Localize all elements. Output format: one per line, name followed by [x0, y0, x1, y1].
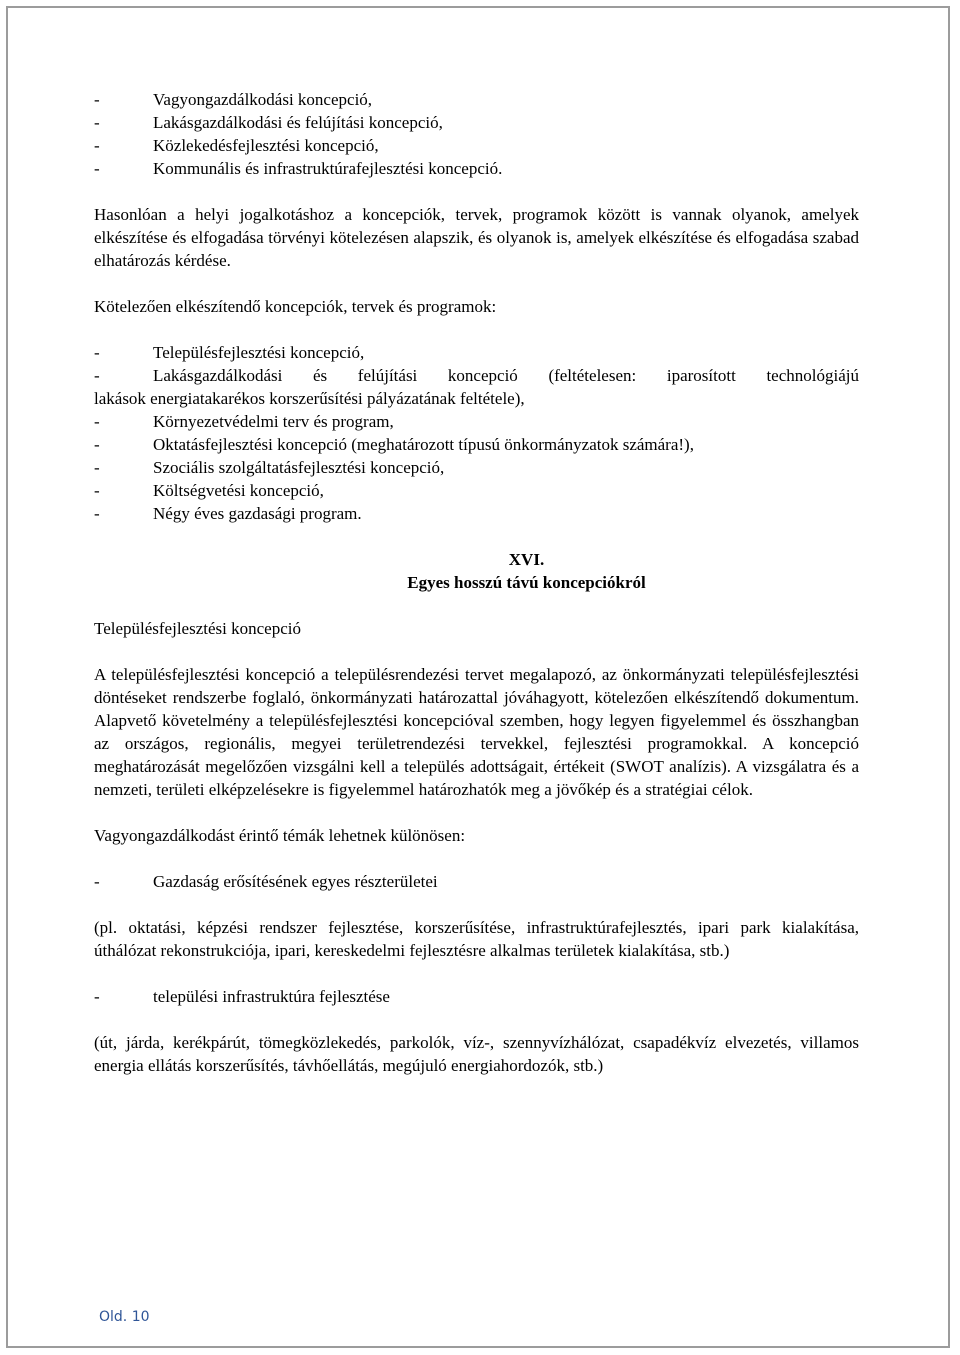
list-item-text: Lakásgazdálkodási és felújítási koncepció (feltételesen: iparosított technológiájú	[153, 366, 859, 385]
list-item-text: Költségvetési koncepció,	[153, 481, 324, 500]
list-item-text: Környezetvédelmi terv és program,	[153, 412, 394, 431]
mandatory-intro: Kötelezően elkészítendő koncepciók, tervek és programok:	[94, 297, 497, 316]
list-item: - Lakásgazdálkodási és felújítási koncepció,	[94, 111, 859, 134]
list-item-text: Vagyongazdálkodási koncepció,	[153, 90, 373, 109]
section-title: Egyes hosszú távú koncepciókról	[407, 573, 646, 592]
list-item: - Négy éves gazdasági program.	[94, 502, 859, 525]
list-item-text: Lakásgazdálkodási és felújítási koncepció,	[153, 113, 443, 132]
paragraph-topic1-detail: (pl. oktatási, képzési rendszer fejlesztése, korszerűsítése, infrastruktúrafejlesztés, ipari park kialakítása, úthálózat rekonstrukciója, ipari, kereskedelmi fejlesztésre alkalmas területek kialakítása, stb.)	[94, 918, 859, 960]
list-concepts	[94, 88, 859, 180]
list-item: - Kommunális és infrastruktúrafejlesztési koncepció.	[94, 157, 859, 180]
paragraph-intro: Hasonlóan a helyi jogalkotáshoz a koncepciók, tervek, programok között is vannak olyanok, amelyek elkészítése és elfogadása törvényi kötelezésen alapszik, és olyanok is, amelyek elkészítése és elfogadása szabad elhatározás kérdése.	[94, 205, 859, 270]
list-item: - Településfejlesztési koncepció,	[94, 341, 859, 364]
list-item: - Gazdaság erősítésének egyes részterületei	[94, 870, 859, 893]
subheading: Településfejlesztési koncepció	[94, 619, 301, 638]
list-item-text: Oktatásfejlesztési koncepció (meghatározott típusú önkormányzatok számára!),	[153, 435, 694, 454]
list-item: - Vagyongazdálkodási koncepció,	[94, 88, 859, 111]
list-item: - Lakásgazdálkodási és felújítási koncepció (feltételesen: iparosított technológiájú	[94, 366, 859, 385]
paragraph-concept: A településfejlesztési koncepció a településrendezési tervet megalapozó, az önkormányzati településfejlesztési döntéseket rendszerbe foglaló, önkormányzati határozattal jóváhagyott, kötelezően elkészítendő dokumentum. Alapvető követelmény a településfejlesztési koncepcióval szemben, hogy legyen figyelemmel és összhangban az országos, regionális, megyei területrendezési tervekkel, fejlesztési programokkal. A koncepció meghatározását megelőzően vizsgálni kell a település adottságait, értékeit (SWOT analízis). A vizsgálatra és a nemzeti, területi elképzelésekre is figyelemmel határozhatók meg a jövőkép és a stratégiai célok.	[94, 665, 859, 799]
paragraph-topics-intro: Vagyongazdálkodást érintő témák lehetnek különösen:	[94, 826, 466, 845]
list-item-text: Településfejlesztési koncepció,	[153, 343, 365, 362]
section-number: XVI.	[508, 550, 545, 569]
list-item: - Közlekedésfejlesztési koncepció,	[94, 134, 859, 157]
list-item-text: települési infrastruktúra fejlesztése	[153, 987, 390, 1006]
list-item: - Szociális szolgáltatásfejlesztési koncepció,	[94, 456, 859, 479]
list-item-text: Gazdaság erősítésének egyes részterületei	[153, 872, 438, 891]
list-item: - Költségvetési koncepció,	[94, 479, 859, 502]
list-item: - Környezetvédelmi terv és program,	[94, 410, 859, 433]
list-item: - Oktatásfejlesztési koncepció (meghatározott típusú önkormányzatok számára!),	[94, 433, 859, 456]
list-item-text: Kommunális és infrastruktúrafejlesztési koncepció.	[153, 159, 503, 178]
list-item-text: Négy éves gazdasági program.	[153, 504, 362, 523]
list-item: - települési infrastruktúra fejlesztése	[94, 985, 859, 1008]
list-item-text: Közlekedésfejlesztési koncepció,	[153, 136, 379, 155]
paragraph-topic2-detail: (út, járda, kerékpárút, tömegközlekedés, parkolók, víz-, szennyvízhálózat, csapadékvíz elvezetés, villamos energia ellátás korszerűsítés, távhőellátás, megújuló energiahordozók, stb.)	[94, 1033, 859, 1075]
list-mandatory	[94, 341, 859, 525]
page-content	[94, 88, 859, 1077]
list-item-continuation: lakások energiatakarékos korszerűsítési pályázatának feltétele),	[94, 389, 525, 408]
page-number: Old. 10	[99, 1309, 150, 1325]
list-item-text: Szociális szolgáltatásfejlesztési koncepció,	[153, 458, 445, 477]
